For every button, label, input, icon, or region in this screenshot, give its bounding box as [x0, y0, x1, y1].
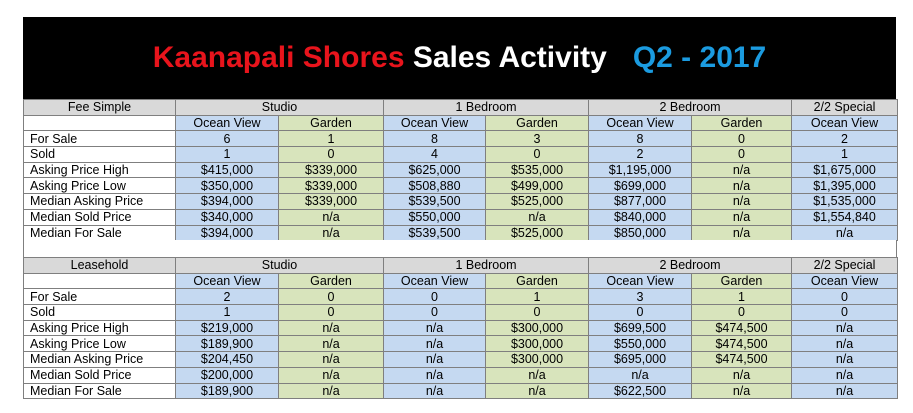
table-row	[24, 352, 898, 368]
row-label: For Sale	[24, 131, 176, 147]
value-cell: $625,000	[384, 162, 486, 178]
value-cell: n/a	[279, 225, 384, 241]
value-cell: n/a	[792, 383, 898, 399]
value-cell: 8	[589, 131, 692, 147]
value-cell: 0	[692, 131, 792, 147]
subheader-cell: Garden	[279, 273, 384, 289]
value-cell: $525,000	[486, 194, 589, 210]
leasehold-sub-header	[24, 273, 898, 289]
row-label: Median Asking Price	[24, 352, 176, 368]
subheader-cell: Ocean View	[589, 273, 692, 289]
subheader-cell: Garden	[279, 115, 384, 131]
group-1-bedroom: 1 Bedroom	[384, 100, 589, 116]
value-cell: $340,000	[176, 209, 279, 225]
row-label: Median Asking Price	[24, 194, 176, 210]
table-row	[24, 178, 898, 194]
value-cell: n/a	[692, 367, 792, 383]
leasehold-table	[23, 257, 898, 399]
title-period: Q2 - 2017	[632, 41, 767, 74]
value-cell: $535,000	[486, 162, 589, 178]
value-cell: n/a	[792, 367, 898, 383]
blank-cell	[24, 273, 176, 289]
title-property-name: Kaanapali Shores	[152, 41, 405, 74]
value-cell: $539,500	[384, 225, 486, 241]
value-cell: 1	[176, 147, 279, 163]
value-cell: $1,675,000	[792, 162, 898, 178]
fee-simple-table	[23, 99, 898, 241]
section-label: Leasehold	[24, 258, 176, 274]
group-2-2-special: 2/2 Special	[792, 258, 898, 274]
fee-simple-sub-header	[24, 115, 898, 131]
value-cell: $394,000	[176, 225, 279, 241]
section-spacer	[23, 240, 897, 257]
value-cell: $850,000	[589, 225, 692, 241]
value-cell: $695,000	[589, 352, 692, 368]
value-cell: 2	[792, 131, 898, 147]
value-cell: n/a	[692, 225, 792, 241]
group-2-bedroom: 2 Bedroom	[589, 100, 792, 116]
value-cell: n/a	[692, 162, 792, 178]
row-label: Sold	[24, 147, 176, 163]
value-cell: $474,500	[692, 320, 792, 336]
table-row	[24, 320, 898, 336]
value-cell: 0	[384, 289, 486, 305]
value-cell: $1,395,000	[792, 178, 898, 194]
value-cell: n/a	[384, 320, 486, 336]
section-label: Fee Simple	[24, 100, 176, 116]
value-cell: $394,000	[176, 194, 279, 210]
row-label: Median For Sale	[24, 225, 176, 241]
subheader-cell: Ocean View	[589, 115, 692, 131]
value-cell: $339,000	[279, 194, 384, 210]
value-cell: 1	[486, 289, 589, 305]
fee-simple-group-header	[24, 100, 898, 116]
value-cell: $219,000	[176, 320, 279, 336]
value-cell: n/a	[792, 336, 898, 352]
value-cell: n/a	[692, 194, 792, 210]
value-cell: $840,000	[589, 209, 692, 225]
leasehold-group-header	[24, 258, 898, 274]
value-cell: 2	[589, 147, 692, 163]
value-cell: n/a	[486, 209, 589, 225]
value-cell: $204,450	[176, 352, 279, 368]
group-1-bedroom: 1 Bedroom	[384, 258, 589, 274]
subheader-cell: Ocean View	[384, 115, 486, 131]
subheader-cell: Garden	[486, 273, 589, 289]
table-row	[24, 367, 898, 383]
value-cell: 3	[486, 131, 589, 147]
value-cell: 1	[279, 131, 384, 147]
value-cell: 2	[176, 289, 279, 305]
value-cell: 1	[792, 147, 898, 163]
value-cell: $189,900	[176, 383, 279, 399]
value-cell: n/a	[792, 352, 898, 368]
subheader-cell: Ocean View	[384, 273, 486, 289]
value-cell: 4	[384, 147, 486, 163]
value-cell: $474,500	[692, 336, 792, 352]
table-row	[24, 162, 898, 178]
value-cell: $350,000	[176, 178, 279, 194]
value-cell: n/a	[384, 336, 486, 352]
value-cell: n/a	[792, 320, 898, 336]
subheader-cell: Garden	[692, 273, 792, 289]
value-cell: n/a	[384, 383, 486, 399]
value-cell: $699,500	[589, 320, 692, 336]
value-cell: 1	[692, 289, 792, 305]
value-cell: n/a	[692, 209, 792, 225]
value-cell: 0	[792, 305, 898, 321]
row-label: For Sale	[24, 289, 176, 305]
value-cell: $300,000	[486, 352, 589, 368]
value-cell: n/a	[486, 383, 589, 399]
value-cell: 0	[692, 305, 792, 321]
value-cell: n/a	[279, 209, 384, 225]
table-row	[24, 194, 898, 210]
value-cell: n/a	[384, 367, 486, 383]
value-cell: 0	[486, 305, 589, 321]
value-cell: n/a	[279, 383, 384, 399]
value-cell: n/a	[792, 225, 898, 241]
table-row	[24, 209, 898, 225]
value-cell: n/a	[279, 336, 384, 352]
value-cell: $300,000	[486, 320, 589, 336]
table-row	[24, 289, 898, 305]
subheader-cell: Garden	[692, 115, 792, 131]
leasehold-rows	[24, 289, 898, 399]
subheader-cell: Ocean View	[792, 273, 898, 289]
value-cell: $499,000	[486, 178, 589, 194]
table-row	[24, 383, 898, 399]
table-row	[24, 131, 898, 147]
value-cell: n/a	[589, 367, 692, 383]
row-label: Sold	[24, 305, 176, 321]
table-row	[24, 305, 898, 321]
value-cell: 1	[176, 305, 279, 321]
value-cell: $539,500	[384, 194, 486, 210]
row-label: Median Sold Price	[24, 367, 176, 383]
value-cell: 8	[384, 131, 486, 147]
group-2-2-special: 2/2 Special	[792, 100, 898, 116]
value-cell: $200,000	[176, 367, 279, 383]
value-cell: 0	[279, 305, 384, 321]
row-label: Median For Sale	[24, 383, 176, 399]
subheader-cell: Garden	[486, 115, 589, 131]
subheader-cell: Ocean View	[176, 273, 279, 289]
table-row	[24, 147, 898, 163]
value-cell: 6	[176, 131, 279, 147]
value-cell: 0	[384, 305, 486, 321]
value-cell: n/a	[692, 383, 792, 399]
value-cell: $339,000	[279, 178, 384, 194]
value-cell: $300,000	[486, 336, 589, 352]
value-cell: 0	[792, 289, 898, 305]
value-cell: $339,000	[279, 162, 384, 178]
row-label: Asking Price Low	[24, 336, 176, 352]
table-row	[24, 336, 898, 352]
value-cell: n/a	[279, 320, 384, 336]
value-cell: $474,500	[692, 352, 792, 368]
value-cell: $1,535,000	[792, 194, 898, 210]
fee-simple-rows	[24, 131, 898, 241]
value-cell: $189,900	[176, 336, 279, 352]
value-cell: n/a	[279, 352, 384, 368]
title-banner	[23, 17, 896, 99]
group-studio: Studio	[176, 100, 384, 116]
value-cell: 0	[589, 305, 692, 321]
value-cell: 0	[486, 147, 589, 163]
group-2-bedroom: 2 Bedroom	[589, 258, 792, 274]
table-row	[24, 225, 898, 241]
value-cell: $1,195,000	[589, 162, 692, 178]
value-cell: $699,000	[589, 178, 692, 194]
row-label: Asking Price High	[24, 320, 176, 336]
value-cell: $877,000	[589, 194, 692, 210]
value-cell: $415,000	[176, 162, 279, 178]
value-cell: $1,554,840	[792, 209, 898, 225]
row-label: Asking Price High	[24, 162, 176, 178]
value-cell: n/a	[692, 178, 792, 194]
value-cell: n/a	[486, 367, 589, 383]
value-cell: n/a	[384, 352, 486, 368]
subheader-cell: Ocean View	[792, 115, 898, 131]
value-cell: $525,000	[486, 225, 589, 241]
value-cell: 0	[279, 289, 384, 305]
subheader-cell: Ocean View	[176, 115, 279, 131]
row-label: Asking Price Low	[24, 178, 176, 194]
value-cell: $622,500	[589, 383, 692, 399]
row-label: Median Sold Price	[24, 209, 176, 225]
value-cell: $550,000	[384, 209, 486, 225]
value-cell: 3	[589, 289, 692, 305]
value-cell: 0	[279, 147, 384, 163]
value-cell: n/a	[279, 367, 384, 383]
value-cell: $550,000	[589, 336, 692, 352]
blank-cell	[24, 115, 176, 131]
value-cell: 0	[692, 147, 792, 163]
value-cell: $508,880	[384, 178, 486, 194]
title-sales-activity: Sales Activity	[404, 41, 607, 74]
group-studio: Studio	[176, 258, 384, 274]
